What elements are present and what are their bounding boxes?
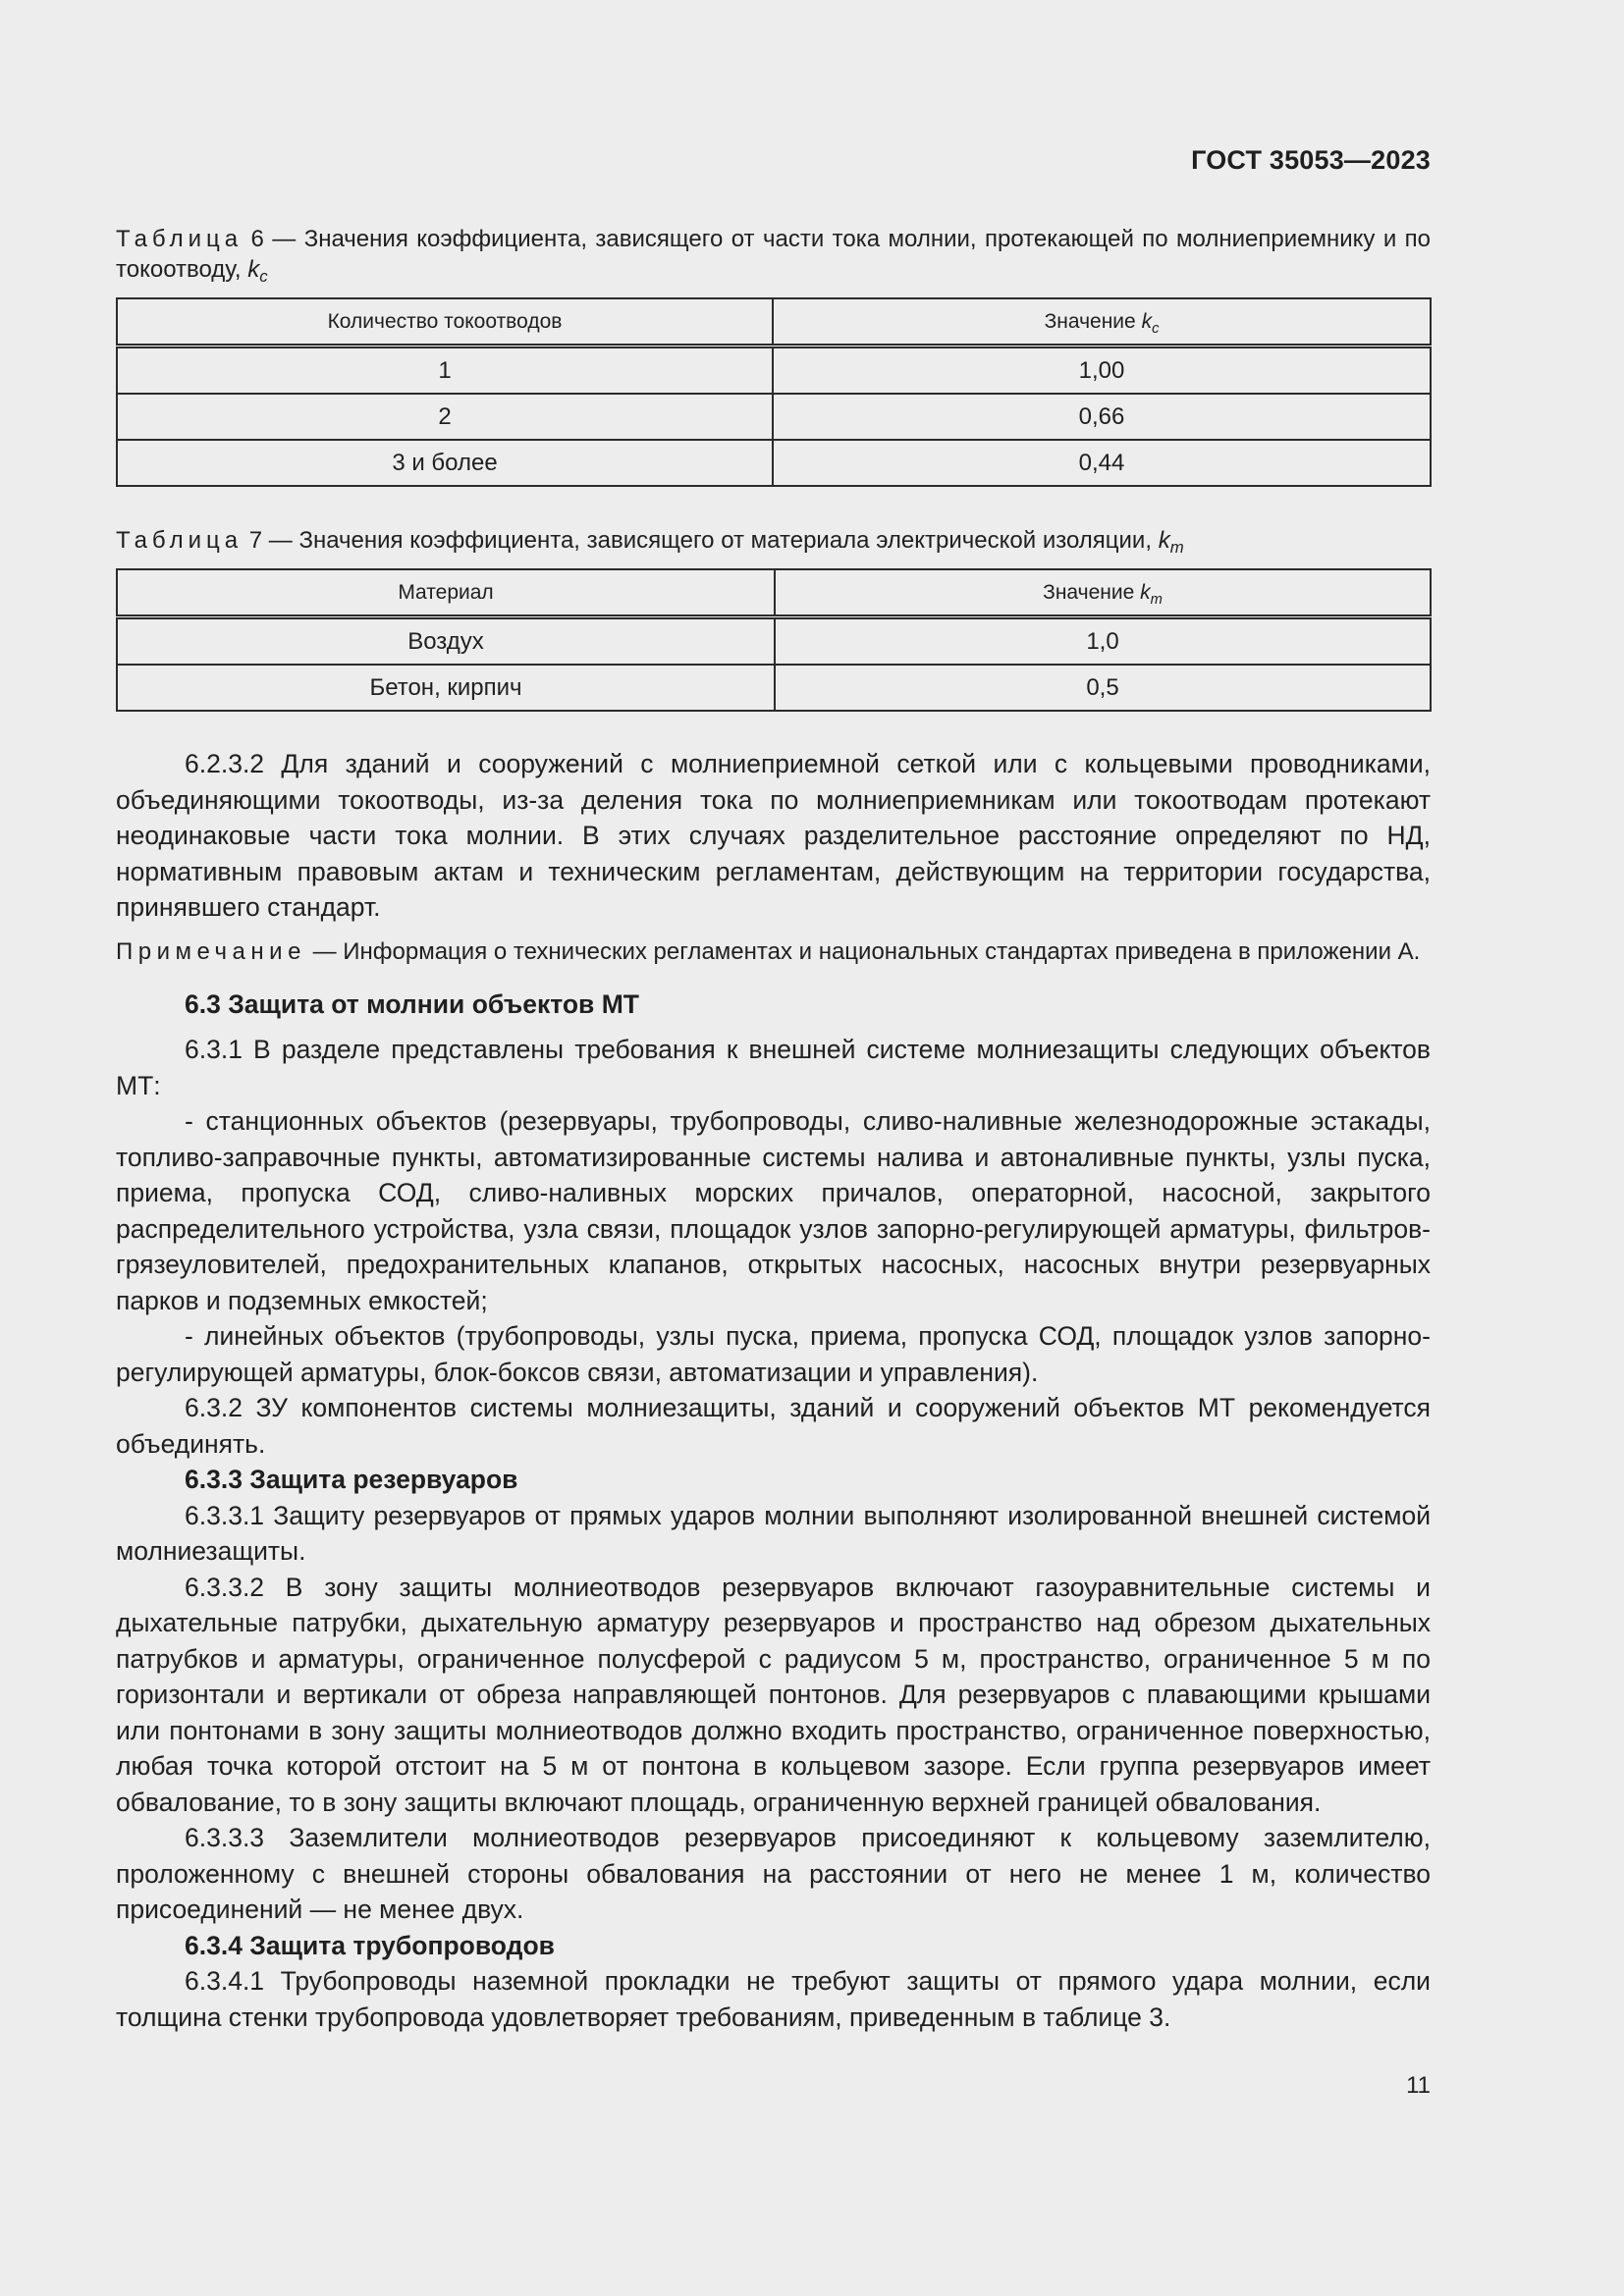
table-header-row [117, 298, 1431, 347]
table-7-col2-header: Значение $k_m$ [775, 569, 1431, 617]
body-text [116, 746, 1431, 2035]
table-6 [116, 297, 1432, 487]
table-7-caption-prefix: Таблица [116, 527, 244, 554]
paragraph-6-3-4-1: 6.3.4.1 Трубопроводы наземной прокладки не требуют защиты от прямого удара молнии, если толщина стенки трубопровода удовлетворяет требованиям, приведенным в таблице 3. [116, 1966, 1431, 2032]
table-6-col1-header: Количество токоотводов [117, 298, 773, 347]
table-row [117, 440, 1431, 486]
table-cell-count: 2 [117, 394, 773, 440]
table-6-caption-text: 6 — Значения коэффициента, зависящего от части тока молнии, протекающей по молниеприемнику и по токоотводу, [116, 226, 1431, 283]
table-cell-value: 0,66 [773, 394, 1431, 440]
standard-number: ГОСТ 35053—2023 [1191, 145, 1431, 175]
paragraph-6-3-3-2: 6.3.3.2 В зону защиты молниеотводов резервуаров включают газоуравнительные системы и дыхательные патрубки, дыхательную арматуру резервуаров и пространство над обрезом дыхательных патрубков и арматуры, ограниченное полусферой с радиусом 5 м, пространство, ограниченное 5 м по горизонтали и вертикали от обреза направляющей понтонов. Для резервуаров с плавающими крышами или понтонами в зону защиты молниеотводов должно входить пространство, ограниченное поверхностью, любая точка которой отстоит на 5 м от понтона в кольцевом зазоре. Если группа резервуаров имеет обвалование, то в зону защиты включают площадь, ограниченную верхней границей обвалования. [116, 1572, 1431, 1817]
table-row [117, 665, 1431, 711]
table-header-row [117, 569, 1431, 617]
table-7-caption-sub: m [1169, 538, 1184, 557]
table-row [117, 617, 1431, 666]
paragraph-6-3-3-3: 6.3.3.3 Заземлители молниеотводов резервуаров присоединяют к кольцевому заземлителю, проложенному с внешней стороны обвалования на расстоянии от него не менее 1 м, количество присоединений — не менее двух. [116, 1823, 1431, 1924]
paragraph-6-3-3-1: 6.3.3.1 Защиту резервуаров от прямых ударов молнии выполняют изолированной внешней системой молниезащиты. [116, 1500, 1431, 1566]
table-row [117, 394, 1431, 440]
table-6-caption-symbol: k [247, 256, 260, 283]
table-7-caption-symbol: k [1158, 527, 1170, 554]
page-number: 11 [1406, 2072, 1431, 2099]
table-6-caption-sub: c [259, 267, 268, 286]
table-cell-value: 0,44 [773, 440, 1431, 486]
table-7-caption-text: 7 — Значения коэффициента, зависящего от материала электрической изоляции, [243, 527, 1159, 554]
note [116, 937, 1431, 967]
table-7-col1-header: Материал [117, 569, 775, 617]
table-cell-count: 3 и более [117, 440, 773, 486]
note-text: — Информация о технических регламентах и национальных стандартах приведена в приложении А. [305, 937, 1421, 965]
table-cell-material: Бетон, кирпич [117, 665, 775, 711]
list-item: - линейных объектов (трубопроводы, узлы пуска, приема, пропуска СОД, площадок узлов запорно-регулирующей арматуры, блок-боксов связи, автоматизации и управления). [116, 1321, 1431, 1387]
table-7 [116, 568, 1432, 712]
note-prefix: Примечание [116, 937, 306, 965]
section-heading-6-3-3: 6.3.3 Защита резервуаров [185, 1465, 518, 1494]
table-cell-value: 0,5 [775, 665, 1431, 711]
table-cell-count: 1 [117, 347, 773, 395]
table-6-col2-header: Значение $k_c$ [773, 298, 1431, 347]
table-6-caption-prefix: Таблица [116, 226, 244, 252]
table-cell-material: Воздух [117, 617, 775, 666]
section-heading-6-3: 6.3 Защита от молнии объектов МТ [185, 988, 639, 1019]
table-cell-value: 1,0 [775, 617, 1431, 666]
paragraph-6-2-3-2: 6.2.3.2 Для зданий и сооружений с молниеприемной сеткой или с кольцевыми проводниками, объединяющими токоотводы, из-за деления тока по молниеприемникам или токоотводам протекают неодинаковые части тока молнии. В этих случаях разделительное расстояние определяют по НД, нормативным правовым актам и техническим регламентам, действующим на территории государства, принявшего стандарт. [116, 749, 1431, 922]
list-item: - станционных объектов (резервуары, трубопроводы, сливо-наливные железнодорожные эстакады, топливо-заправочные пункты, автоматизированные системы налива и автоналивные пункты, узлы пуска, приема, пропуска СОД, сливо-наливных морских причалов, операторной, насосной, закрытого распределительного устройства, узла связи, площадок узлов запорно-регулирующей арматуры, фильтров-грязеуловителей, предохранительных клапанов, открытых насосных, насосных внутри резервуарных парков и подземных емкостей; [116, 1106, 1431, 1315]
table-7-caption [116, 525, 1431, 556]
paragraph-6-3-2: 6.3.2 ЗУ компонентов системы молниезащиты, зданий и сооружений объектов МТ рекомендуется объединять. [116, 1393, 1431, 1459]
table-6-caption [116, 224, 1431, 285]
table-row [117, 347, 1431, 395]
table-cell-value: 1,00 [773, 347, 1431, 395]
paragraph-6-3-1: 6.3.1 В разделе представлены требования к внешней системе молниезащиты следующих объектов МТ: [116, 1035, 1431, 1100]
section-heading-6-3-4: 6.3.4 Защита трубопроводов [185, 1930, 555, 1960]
